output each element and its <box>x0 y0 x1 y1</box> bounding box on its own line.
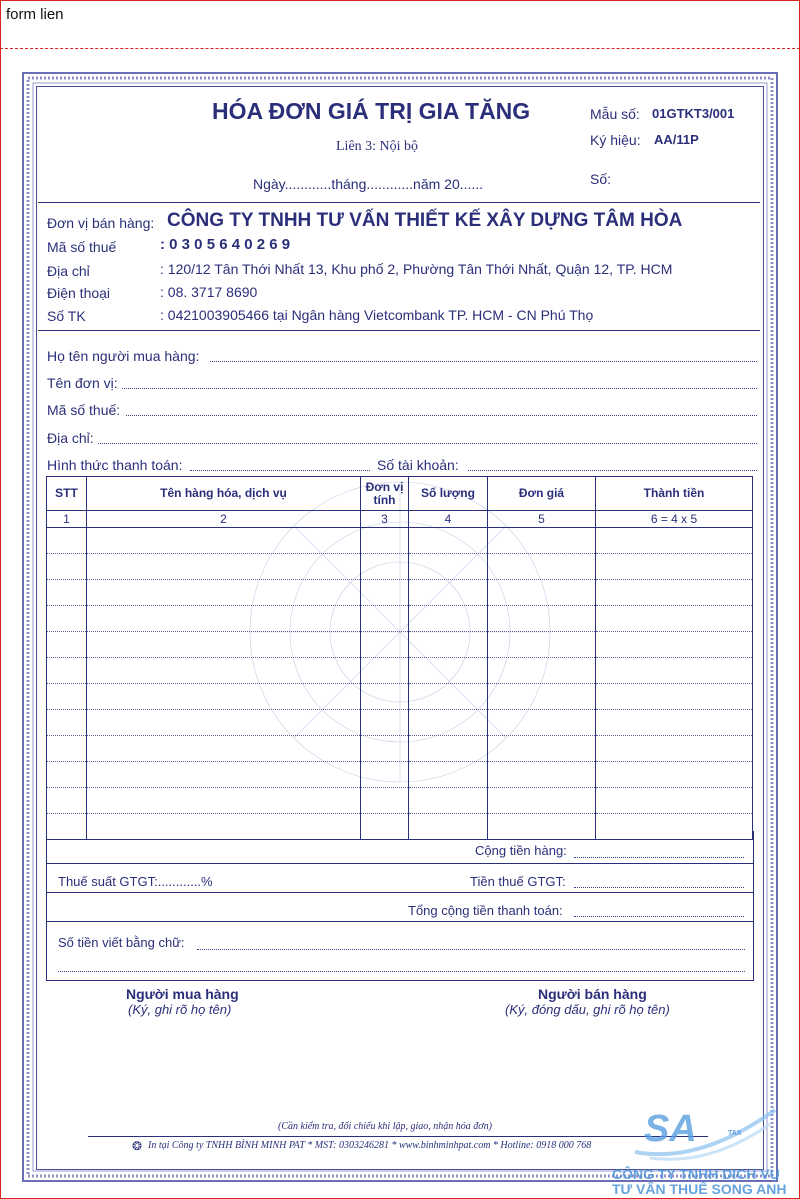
watermark-logo <box>600 1100 800 1199</box>
column-header: Đơn vị tính <box>361 477 409 511</box>
payment-field[interactable] <box>190 470 370 471</box>
column-header: Thành tiền <box>596 477 753 511</box>
invoice-title: HÓA ĐƠN GIÁ TRỊ GIA TĂNG <box>212 98 531 124</box>
seller-phone-label: Điện thoại <box>47 285 111 301</box>
seller-address-label: Địa chỉ <box>47 263 90 279</box>
form-no-label: Mẫu số: <box>590 106 640 122</box>
symbol-value: AA/11P <box>654 132 699 147</box>
buyer-address-field[interactable] <box>98 443 757 444</box>
printer-logo-icon: ❂ <box>132 1139 143 1153</box>
grand-total-row <box>47 892 753 922</box>
form-no-value: 01GTKT3/001 <box>652 106 735 121</box>
seller-name: CÔNG TY TNHH TƯ VẤN THIẾT KẾ XÂY DỰNG TÂM HÒA <box>167 210 683 231</box>
buyer-sign-title: Người mua hàng <box>126 986 239 1002</box>
cut-line <box>0 48 800 49</box>
column-number: 5 <box>488 511 596 528</box>
number-label: Số: <box>590 171 612 187</box>
column-header: STT <box>47 477 87 511</box>
seller-tax-value: : 0 3 0 5 6 4 0 2 6 9 <box>160 236 291 253</box>
table-row[interactable] <box>47 788 753 814</box>
watermark-line-1: CÔNG TY TNHH DỊCH VỤ <box>612 1166 780 1182</box>
buyer-unit-label: Tên đơn vị: <box>47 375 118 391</box>
form-tag: form lien <box>6 6 64 23</box>
in-words-field[interactable] <box>197 949 745 950</box>
buyer-name-label: Họ tên người mua hàng: <box>47 348 200 364</box>
divider <box>38 202 760 203</box>
seller-name-label: Đơn vị bán hàng: <box>47 215 155 231</box>
table-row[interactable] <box>47 762 753 788</box>
buyer-tax-field[interactable] <box>126 415 757 416</box>
table-row[interactable] <box>47 736 753 762</box>
seller-sign-title: Người bán hàng <box>538 986 647 1002</box>
column-number: 4 <box>409 511 488 528</box>
seller-phone-value: : 08. 3717 8690 <box>160 284 258 300</box>
buyer-sign-note: (Ký, ghi rõ họ tên) <box>128 1002 232 1017</box>
check-note: (Cần kiểm tra, đối chiếu khi lập, giao, nhận hóa đơn) <box>278 1121 492 1132</box>
vat-rate-label: Thuế suất GTGT:............% <box>58 874 213 889</box>
copy-label: Liên 3: Nội bộ <box>336 139 419 154</box>
vat-row <box>47 863 753 893</box>
table-row[interactable] <box>47 606 753 632</box>
watermark-line-2: TƯ VẤN THUẾ SONG ANH <box>612 1181 787 1197</box>
seller-account-value: : 0421003905466 tại Ngân hàng Vietcombank TP. HCM - CN Phú Thọ <box>160 307 594 323</box>
logo-text: SA <box>644 1108 697 1150</box>
table-row[interactable] <box>47 580 753 606</box>
column-number: 2 <box>87 511 361 528</box>
logo-small-text: TAX <box>728 1130 742 1137</box>
in-words-label: Số tiền viết bằng chữ: <box>58 935 185 950</box>
subtotal-field[interactable] <box>574 857 744 858</box>
column-header: Đơn giá <box>488 477 596 511</box>
vat-amount-field[interactable] <box>574 887 744 888</box>
date-line: Ngày............tháng............năm 20...... <box>253 176 484 192</box>
table-row[interactable] <box>47 710 753 736</box>
symbol-label: Ký hiệu: <box>590 132 641 148</box>
grand-total-field[interactable] <box>574 916 744 917</box>
divider <box>38 330 760 331</box>
column-header: Số lượng <box>409 477 488 511</box>
totals-block <box>46 831 754 981</box>
account-field[interactable] <box>468 470 757 471</box>
column-number: 3 <box>361 511 409 528</box>
subtotal-label: Cộng tiền hàng: <box>475 843 567 858</box>
seller-tax-label: Mã số thuế <box>47 239 117 255</box>
buyer-name-field[interactable] <box>210 361 757 362</box>
seller-address-value: : 120/12 Tân Thới Nhất 13, Khu phố 2, Phường Tân Thới Nhất, Quận 12, TP. HCM <box>160 261 673 277</box>
table-row[interactable] <box>47 554 753 580</box>
grand-total-label: Tổng cộng tiền thanh toán: <box>408 903 563 918</box>
buyer-tax-label: Mã số thuế: <box>47 402 121 418</box>
buyer-unit-field[interactable] <box>122 388 757 389</box>
subtotal-row <box>47 831 753 864</box>
buyer-address-label: Địa chỉ: <box>47 430 94 446</box>
account-label: Số tài khoản: <box>377 457 459 473</box>
vat-amount-label: Tiền thuế GTGT: <box>470 874 566 889</box>
in-words-field-2[interactable] <box>58 971 745 972</box>
printer-line: In tại Công ty TNHH BÌNH MINH PAT * MST: 0303246281 * www.binhminhpat.com * Hotline: 0918 000 768 <box>148 1140 592 1151</box>
payment-label: Hình thức thanh toán: <box>47 457 183 473</box>
items-table <box>46 476 753 840</box>
column-number: 1 <box>47 511 87 528</box>
table-row[interactable] <box>47 684 753 710</box>
table-row[interactable] <box>47 632 753 658</box>
seller-account-label: Số TK <box>47 308 86 324</box>
table-row[interactable] <box>47 658 753 684</box>
table-row[interactable] <box>47 528 753 554</box>
column-number: 6 = 4 x 5 <box>596 511 753 528</box>
seller-sign-note: (Ký, đóng dấu, ghi rõ họ tên) <box>505 1002 670 1017</box>
column-header: Tên hàng hóa, dịch vụ <box>87 477 361 511</box>
